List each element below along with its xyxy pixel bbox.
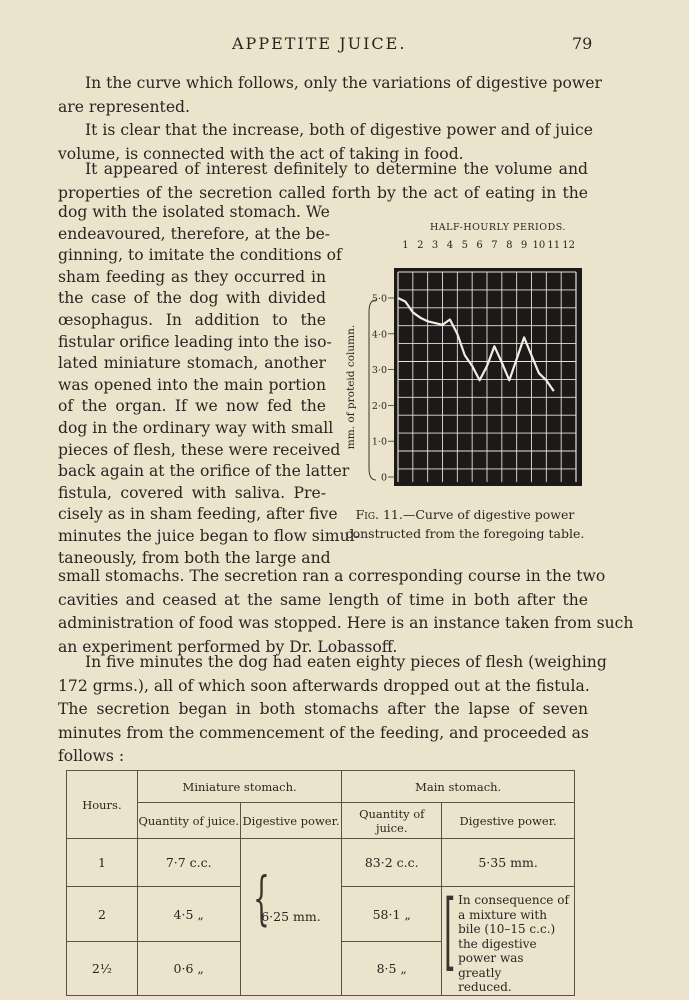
y-tick-label: 0: [380, 472, 387, 484]
mini-qty-cell: 0·6 „: [137, 942, 240, 995]
y-tick-label: 2·0: [371, 400, 387, 412]
main-qty-cell: 58·1 „: [342, 887, 442, 942]
text-line: of the organ. If we now fed the: [58, 397, 326, 416]
text-line: ginning, to imitate the conditions of: [58, 246, 342, 265]
text-line: In the curve which follows, only the variations of digestive power: [85, 74, 602, 92]
axis-brace: [369, 300, 376, 480]
x-tick-label: 10: [532, 240, 546, 251]
y-tick-label: 1·0: [371, 436, 387, 448]
text-line: œsophagus. In addition to the: [58, 310, 326, 329]
text-line: properties of the secretion called forth by the act of eating in the: [58, 183, 588, 202]
mini-dig-header: Digestive power.: [240, 803, 342, 839]
hours-cell: 2½: [67, 942, 138, 995]
y-tick-label: 5·0: [371, 293, 387, 305]
mini-dig-value: 6·25 mm.: [261, 909, 321, 925]
digestive-power-chart: [336, 232, 596, 492]
main-dig-note-cell: [442, 882, 575, 996]
figure-caption-line2: constructed from the foregoing table.: [345, 526, 585, 541]
hours-cell: 2: [67, 887, 138, 942]
figure-title: HALF-HOURLY PERIODS.: [430, 222, 566, 233]
text-line: It appeared of interest definitely to determine the volume and: [85, 160, 588, 178]
text-line: cavities and ceased at the same length of time in both after the: [58, 590, 588, 609]
x-tick-label: 11: [547, 240, 561, 251]
text-line: follows :: [58, 747, 125, 765]
figure-caption: [340, 505, 590, 543]
text-line: It is clear that the increase, both of digestive power and of juice: [85, 121, 593, 139]
x-tick-label: 6: [476, 240, 483, 251]
y-tick-label: 3·0: [371, 365, 387, 377]
paragraph-3-continued: [58, 565, 634, 659]
text-line: cisely as in sham feeding, after five: [58, 505, 338, 524]
text-line: administration of food was stopped. Here is an instance taken from such: [58, 614, 634, 632]
text-line: minutes from the commencement of the feeding, and proceeded as: [58, 723, 589, 742]
figure-caption-label: Fig. 11.: [355, 507, 403, 522]
x-tick-label: 9: [520, 240, 528, 251]
paragraph-3: [58, 158, 588, 205]
x-tick-label: 1: [402, 240, 409, 251]
text-line: minutes the juice began to flow simul-: [58, 526, 360, 545]
text-line: small stomachs. The secretion ran a corresponding course in the two: [58, 567, 606, 585]
text-line: endeavoured, therefore, at the be-: [58, 224, 331, 243]
text-line: the case of the dog with divided: [58, 289, 326, 308]
note-line: reduced.: [458, 980, 512, 994]
main-qty-cell: 83·2 c.c.: [342, 839, 442, 887]
note-line: a mixture with: [458, 907, 547, 922]
text-line: an experiment performed by Dr. Lobassoff.: [58, 637, 398, 656]
text-line: fistula, covered with saliva. Pre-: [58, 483, 326, 502]
note-line: bile (10–15 c.c.): [458, 922, 556, 936]
paragraph-1: [58, 72, 602, 119]
text-line: In five minutes the dog had eaten eighty pieces of flesh (weighing: [85, 653, 607, 671]
main-dig-header: Digestive power.: [442, 803, 575, 839]
mini-qty-cell: 4·5 „: [137, 887, 240, 942]
text-line: The secretion began in both stomachs after the lapse of seven: [58, 700, 588, 718]
x-tick-label: 2: [417, 240, 424, 251]
running-header: APPETITE JUICE.: [232, 34, 407, 53]
figure-caption-line1: —Curve of digestive power: [402, 507, 575, 522]
main-dig-cell: 5·35 mm.: [442, 839, 575, 887]
text-line: dog with the isolated stomach. We: [58, 203, 330, 221]
page-number: 79: [572, 34, 593, 53]
text-line: 172 grms.), all of which soon afterwards dropped out at the fistula.: [58, 676, 590, 695]
miniature-stomach-header: Miniature stomach.: [137, 771, 342, 803]
text-line: sham feeding as they occurred in: [58, 267, 326, 286]
text-line: volume, is connected with the act of taking in food.: [58, 144, 464, 163]
text-line: back again at the orifice of the latter: [58, 462, 350, 481]
main-qty-cell: 8·5 „: [342, 942, 442, 995]
y-tick-label: 4·0: [371, 329, 387, 341]
text-line: are represented.: [58, 97, 190, 116]
text-line: taneously, from both the large and: [58, 548, 331, 567]
x-tick-label: 8: [506, 240, 513, 251]
x-tick-label: 4: [446, 240, 454, 251]
results-table: [66, 770, 575, 996]
note-line: power was greatly: [458, 951, 524, 980]
mini-dig-merged-cell: [240, 839, 342, 996]
table-row: [67, 839, 575, 887]
paragraph-4: [58, 651, 607, 769]
hours-cell: 1: [67, 839, 138, 887]
x-tick-label: 5: [461, 240, 468, 251]
x-tick-label: 3: [431, 240, 439, 251]
mini-qty-header: Quantity of juice.: [137, 803, 240, 839]
text-line: lated miniature stomach, another: [58, 354, 326, 373]
merged-brace: {: [252, 864, 270, 932]
mini-qty-cell: 7·7 c.c.: [137, 839, 240, 887]
text-line: dog in the ordinary way with small: [58, 418, 334, 437]
hours-header: Hours.: [67, 771, 138, 839]
y-axis-label: mm. of proteid column.: [345, 324, 357, 450]
text-line: fistular orifice leading into the iso-: [58, 332, 332, 351]
note-line: the digestive: [458, 936, 537, 951]
main-qty-header: Quantity of juice.: [342, 803, 442, 839]
note-line: In consequence of: [458, 893, 569, 907]
text-line: was opened into the main portion: [58, 375, 326, 394]
text-line: pieces of flesh, these were received: [58, 440, 341, 459]
main-stomach-header: Main stomach.: [342, 771, 575, 803]
x-tick-label: 12: [562, 240, 575, 251]
note-brace: [: [444, 882, 456, 980]
x-tick-label: 7: [491, 240, 498, 251]
plot-area: [394, 268, 582, 486]
